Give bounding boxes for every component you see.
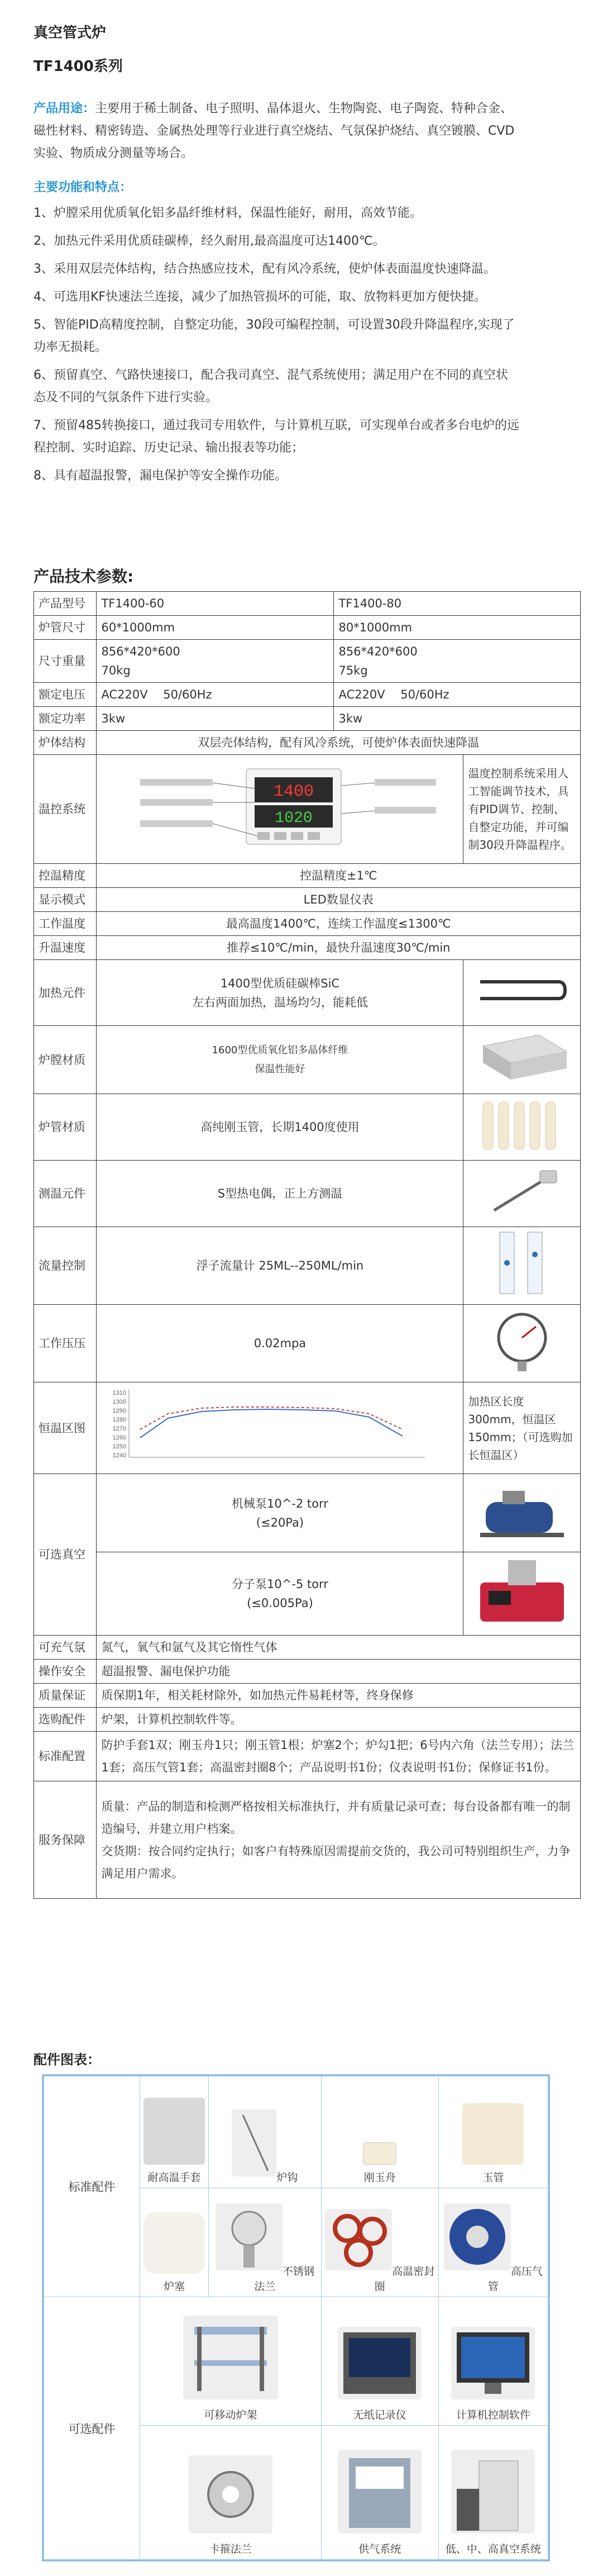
computer-software-icon (451, 2327, 535, 2399)
accessory-item (438, 2297, 548, 2426)
cell-line: 机械泵10^-2 torr (231, 1496, 328, 1510)
accessory-label: 无纸记录仪 (353, 2409, 406, 2421)
table-row (34, 936, 581, 960)
table-row (34, 1382, 581, 1474)
cell: 3kw (334, 707, 581, 731)
cell-line: 左右两面加热，温场均匀，能耗低 (192, 995, 368, 1009)
cell: 质保期1年，相关耗材除外，如加热元件易耗材等，终身保修 (97, 1684, 581, 1708)
table-row (34, 1552, 581, 1636)
model-series: TF1400系列 (34, 58, 123, 75)
intro-label: 产品用途： (34, 102, 95, 116)
row-label: 显示模式 (34, 888, 97, 912)
accessory-label: 高温密封圈 (374, 2265, 435, 2293)
constant-temp-zone-chart (101, 1385, 430, 1466)
hook-icon (232, 2109, 276, 2176)
page-title: 真空管式炉 (34, 25, 107, 41)
cell: 0.02mpa (97, 1305, 463, 1382)
cell: 防护手套1双；刚玉舟1只；刚玉管1根；炉塞2个；炉勾1把；6号内六角（法兰专用）；法兰1套；高压气管1套；高温密封圈8个；产品说明书1份；仪表说明书1份；保修证书1份。 (97, 1732, 581, 1781)
cell: TF1400-80 (334, 592, 581, 616)
features-title: 主要功能和特点： (34, 180, 132, 194)
y-tick: 1300 (112, 1399, 127, 1405)
table-row (34, 1094, 581, 1161)
row-label: 额定功率 (34, 707, 97, 731)
y-tick: 1310 (112, 1390, 127, 1396)
accessory-item (140, 2188, 209, 2297)
paperless-recorder-icon (338, 2327, 422, 2399)
cell-line: 质量：产品的制造和检测严格按相关标准执行，并有质量记录可查；每台设备都有唯一的制造编号，并建立用户档案。 (101, 1799, 571, 1836)
temperature-controller-icon (101, 758, 458, 856)
feature-item: 2、加热元件采用优质硅碳棒，经久耐用,最高温度可达1400℃。 (34, 234, 385, 248)
sv-value: 1020 (275, 809, 313, 827)
y-tick: 1290 (112, 1408, 127, 1414)
table-row (34, 1684, 581, 1708)
table-row (34, 1161, 581, 1227)
table-row (34, 1474, 581, 1552)
cell: LED数显仪表 (97, 888, 581, 912)
cell-line: 保温性能好 (255, 1063, 305, 1075)
cell-line: 1600型优质氧化铝多晶体纤维 (212, 1044, 348, 1056)
image-cell (463, 1161, 581, 1227)
cell (97, 1026, 463, 1094)
table-row (34, 1732, 581, 1781)
cell: 60*1000mm (97, 616, 334, 640)
gas-hose-icon (444, 2203, 511, 2270)
feature-item: 6、预留真空、气路快速接口，配合我司真空、混气系统使用；满足用户在不同的真空状态及不同的气氛条件下进行实验。 (34, 368, 508, 405)
cell-line: 交货期：按合同约定执行；如客户有特殊原因需提前交货的，我公司可特别组织生产，力争满足用户需求。 (101, 1844, 571, 1880)
accessory-item (140, 2297, 322, 2426)
accessory-label: 低、中、高真空系统 (445, 2543, 541, 2555)
cell-line: (≤20Pa) (256, 1515, 304, 1529)
mechanical-pump-icon (469, 1480, 575, 1541)
cell: 超温报警、漏电保护功能 (97, 1660, 581, 1684)
accessory-label: 玉管 (482, 2171, 504, 2184)
cell (97, 1552, 463, 1636)
table-row (34, 592, 581, 616)
table-row (34, 707, 581, 731)
accessory-item (321, 2297, 438, 2426)
accessory-item (438, 2188, 548, 2297)
table-row (34, 755, 581, 864)
accessory-item (140, 2076, 209, 2188)
glove-icon (143, 2098, 205, 2165)
row-label: 炉体结构 (34, 731, 97, 755)
table-row (34, 683, 581, 707)
row-label: 温控系统 (34, 755, 97, 864)
accessory-label: 炉钩 (276, 2171, 298, 2184)
cell: 80*1000mm (334, 616, 581, 640)
feature-item: 5、智能PID高精度控制，自整定功能，30段可编程控制，可设置30段升降温程序,实现了功率无损耗。 (34, 318, 515, 354)
y-tick: 1270 (112, 1425, 127, 1432)
cell (97, 640, 334, 683)
row-label: 额定电压 (34, 683, 97, 707)
cell: 推荐≤10℃/min，最快升温速度30℃/min (97, 936, 581, 960)
cell-line: 75kg (338, 664, 368, 677)
row-label: 控温精度 (34, 864, 97, 888)
gas-supply-system-icon (338, 2450, 422, 2534)
feature-item: 3、采用双层壳体结构，结合热感应技术，配有风冷系统，使炉体表面温度快速降温。 (34, 262, 496, 276)
y-tick: 1250 (112, 1443, 127, 1450)
feature-item: 4、可选用KF快速法兰连接，减少了加热管损坏的可能，取、放物料更加方便快捷。 (34, 290, 487, 304)
row-label: 选购配件 (34, 1708, 97, 1732)
cell (97, 960, 463, 1026)
cell-line: (≤0.005Pa) (247, 1596, 313, 1610)
cell: 控温精度±1℃ (97, 864, 581, 888)
y-tick: 1260 (112, 1434, 127, 1441)
cell: 温度控制系统采用人工智能调节技术，具有PID调节、控制、自整定功能，并可编制30段升降温程序。 (463, 755, 581, 864)
cell: 加热区长度300mm，恒温区150mm；（可选购加长恒温区） (463, 1382, 581, 1474)
table-row (34, 912, 581, 936)
accessory-item (321, 2426, 438, 2560)
table-row (34, 640, 581, 683)
row-label: 工作压压 (34, 1305, 97, 1382)
heating-rod-icon (475, 971, 570, 1010)
accessory-label: 计算机控制软件 (456, 2409, 530, 2421)
accessory-label: 刚玉舟 (363, 2171, 396, 2184)
tube-icon (462, 2103, 524, 2165)
accessory-item (321, 2188, 438, 2297)
row-label: 恒温区图 (34, 1382, 97, 1474)
row-label: 可选真空 (34, 1474, 97, 1636)
corundum-tube-icon (472, 1096, 572, 1152)
accessory-item (321, 2076, 438, 2188)
furnace-stand-icon (183, 2316, 278, 2399)
y-tick: 1240 (112, 1452, 127, 1459)
row-label: 标准配置 (34, 1732, 97, 1781)
feature-item: 1、炉膛采用优质氧化铝多晶纤维材料，保温性能好，耐用，高效节能。 (34, 206, 422, 220)
accessory-label: 耐高温手套 (147, 2171, 201, 2184)
row-label: 工作温度 (34, 912, 97, 936)
table-row (34, 1227, 581, 1305)
table-row (44, 2297, 548, 2426)
cell (334, 640, 581, 683)
cell: AC220V 50/60Hz (97, 683, 334, 707)
row-label: 服务保障 (34, 1781, 97, 1899)
image-cell (463, 1552, 581, 1636)
cell: 氮气，氧气和氩气及其它惰性气体 (97, 1636, 581, 1660)
intro-text: 主要用于稀土制备、电子照明、晶体退火、生物陶瓷、电子陶瓷、特种合金、磁性材料、精密铸造、金属热处理等行业进行真空烧结、气氛保护烧结、真空镀膜、CVD实验、物质成分测量等场合。 (34, 102, 515, 160)
pv-value: 1400 (274, 782, 314, 801)
cell-line: 分子泵10^-5 torr (231, 1577, 328, 1591)
group-label: 标准配件 (44, 2076, 140, 2297)
thermocouple-icon (477, 1163, 567, 1219)
image-cell (463, 1026, 581, 1094)
features-list (34, 202, 519, 493)
accessory-item (438, 2076, 548, 2188)
zone-chart-cell (97, 1382, 463, 1474)
row-label: 炉管材质 (34, 1094, 97, 1161)
row-label: 操作安全 (34, 1660, 97, 1684)
fiber-board-icon (472, 1029, 572, 1085)
cell-line: 856*420*600 (338, 645, 418, 658)
row-label: 质量保证 (34, 1684, 97, 1708)
image-cell (463, 1305, 581, 1382)
table-row (34, 1636, 581, 1660)
cell: 双层壳体结构，配有风冷系统，可使炉体表面快速降温 (97, 731, 581, 755)
table-row (34, 960, 581, 1026)
cell: 最高温度1400℃，连续工作温度≤1300℃ (97, 912, 581, 936)
table-row (34, 1660, 581, 1684)
spec-table (34, 591, 581, 1899)
row-label: 炉膛材质 (34, 1026, 97, 1094)
accessory-label: 供气系统 (358, 2543, 401, 2555)
accessories-title: 配件图表： (34, 2052, 100, 2068)
image-cell (463, 1227, 581, 1305)
table-row (34, 616, 581, 640)
row-label: 测温元件 (34, 1161, 97, 1227)
accessory-label: 卡箍法兰 (209, 2543, 252, 2555)
cell: 浮子流量计 25ML--250ML/min (97, 1227, 463, 1305)
accessory-item (140, 2426, 322, 2560)
cell: AC220V 50/60Hz (334, 683, 581, 707)
cell-line: 856*420*600 (101, 645, 180, 658)
flange-icon (216, 2203, 283, 2270)
row-label: 可充气氛 (34, 1636, 97, 1660)
seal-ring-icon (325, 2209, 392, 2270)
cell-line: 70kg (101, 664, 131, 677)
cell (97, 1474, 463, 1552)
table-row (34, 1305, 581, 1382)
cell (97, 1781, 581, 1899)
pressure-gauge-icon (489, 1307, 556, 1374)
intro-paragraph (34, 98, 519, 165)
accessories-chart (42, 2074, 550, 2561)
boat-icon (363, 2142, 396, 2165)
cell: 炉架，计算机控制软件等。 (97, 1708, 581, 1732)
accessory-label: 炉塞 (163, 2280, 185, 2293)
clamp-flange-icon (189, 2455, 272, 2534)
table-row (34, 1708, 581, 1732)
accessory-label: 不锈钢法兰 (254, 2265, 314, 2293)
image-cell (463, 1474, 581, 1552)
vacuum-system-icon (451, 2450, 535, 2534)
row-label: 升温速度 (34, 936, 97, 960)
accessory-item (209, 2188, 322, 2297)
y-tick: 1280 (112, 1417, 127, 1423)
image-cell (463, 960, 581, 1026)
cell: 高纯刚玉管，长期1400度使用 (97, 1094, 463, 1161)
group-label: 可选配件 (44, 2297, 140, 2560)
cell: 3kw (97, 707, 334, 731)
flowmeter-icon (477, 1229, 567, 1296)
table-row (34, 888, 581, 912)
spec-title: 产品技术参数: (34, 567, 134, 586)
table-row (44, 2076, 548, 2188)
row-label: 流量控制 (34, 1227, 97, 1305)
accessory-label: 可移动炉架 (204, 2409, 257, 2421)
table-row (34, 731, 581, 755)
cell-line: 1400型优质硅碳棒SiC (220, 976, 340, 990)
molecular-pump-icon (469, 1555, 575, 1627)
row-label: 尺寸重量 (34, 640, 97, 683)
table-row (34, 864, 581, 888)
table-row (34, 1781, 581, 1899)
feature-item: 7、预留485转换接口，通过我司专用软件，与计算机互联，可实现单台或者多台电炉的远程控制、实时追踪、历史记录、输出报表等功能； (34, 419, 519, 455)
row-label: 产品型号 (34, 592, 97, 616)
cell: TF1400-60 (97, 592, 334, 616)
accessory-item (209, 2076, 322, 2188)
controller-image-cell (97, 755, 463, 864)
row-label: 炉管尺寸 (34, 616, 97, 640)
cell: S型热电偶，正上方测温 (97, 1161, 463, 1227)
image-cell (463, 1094, 581, 1161)
plug-icon (143, 2212, 205, 2274)
table-row (34, 1026, 581, 1094)
feature-item: 8、具有超温报警，漏电保护等安全操作功能。 (34, 469, 287, 483)
accessory-label: 高压气管 (487, 2265, 543, 2293)
row-label: 加热元件 (34, 960, 97, 1026)
accessory-item (438, 2426, 548, 2560)
